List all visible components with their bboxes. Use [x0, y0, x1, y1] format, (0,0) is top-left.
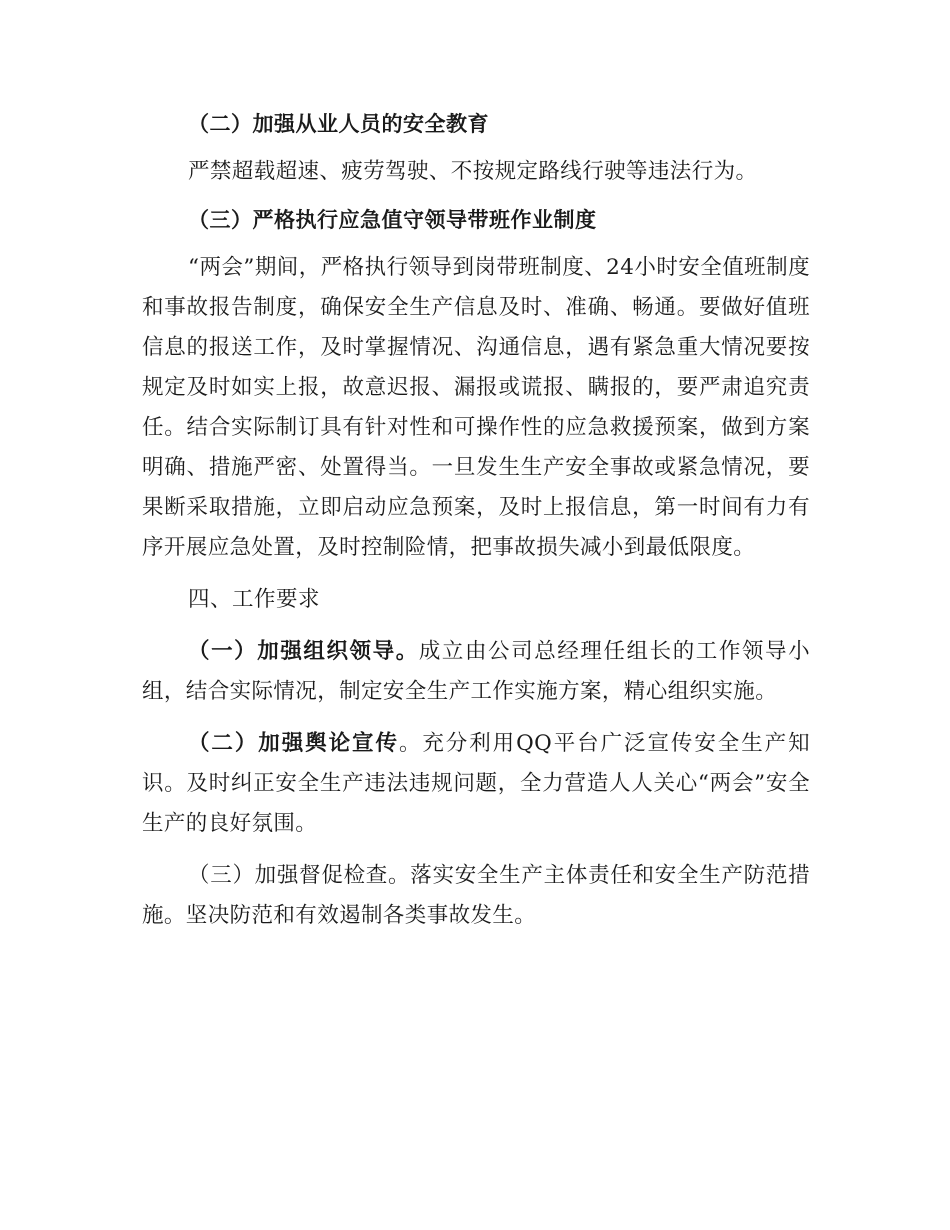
subheading-safety-education: （二）加强从业人员的安全教育 [188, 111, 489, 136]
lead-organization-leadership: （一）加强组织领导。 [188, 639, 419, 664]
section-title-work-requirements: 四、工作要求 [188, 587, 321, 612]
paragraph-supervision-inspection: （三）加强督促检查。落实安全生产主体责任和安全生产防范措施。坚决防范和有效遏制各类事故发生。 [142, 863, 810, 928]
paragraph-prohibitions: 严禁超载超速、疲劳驾驶、不按规定路线行驶等违法行为。 [188, 159, 758, 184]
document-page [142, 104, 810, 936]
body-organization-leadership: 成立由公司总经理任组长的工作领导小组，结合实际情况，制定安全生产工作实施方案，精心组织实施。 [142, 639, 810, 704]
paragraph-emergency-duty: “两会”期间，严格执行领导到岗带班制度、24小时安全值班制度和事故报告制度，确保安全生产信息及时、准确、畅通。要做好值班信息的报送工作，及时掌握情况、沟通信息，遇有紧急重大情况要按规定及时如实上报，故意迟报、漏报或谎报、瞒报的，要严肃追究责任。结合实际制订具有针对性和可操作性的应急救援预案，做到方案明确、措施严密、处置得当。一旦发生生产安全事故或紧急情况，要果断采取措施，立即启动应急预案，及时上报信息，第一时间有力有序开展应急处置，及时控制险情，把事故损失减小到最低限度。 [142, 255, 810, 560]
paragraph-organization-leadership [142, 632, 810, 712]
paragraph-public-opinion [142, 724, 810, 844]
body-public-opinion: 。充分利用QQ平台广泛宣传安全生产知识。及时纠正安全生产违法违规问题，全力营造人人关心“两会”安全生产的良好氛围。 [142, 731, 810, 836]
subheading-emergency-duty: （三）严格执行应急值守领导带班作业制度 [188, 207, 597, 232]
lead-public-opinion: （二）加强舆论宣传 [188, 731, 399, 756]
